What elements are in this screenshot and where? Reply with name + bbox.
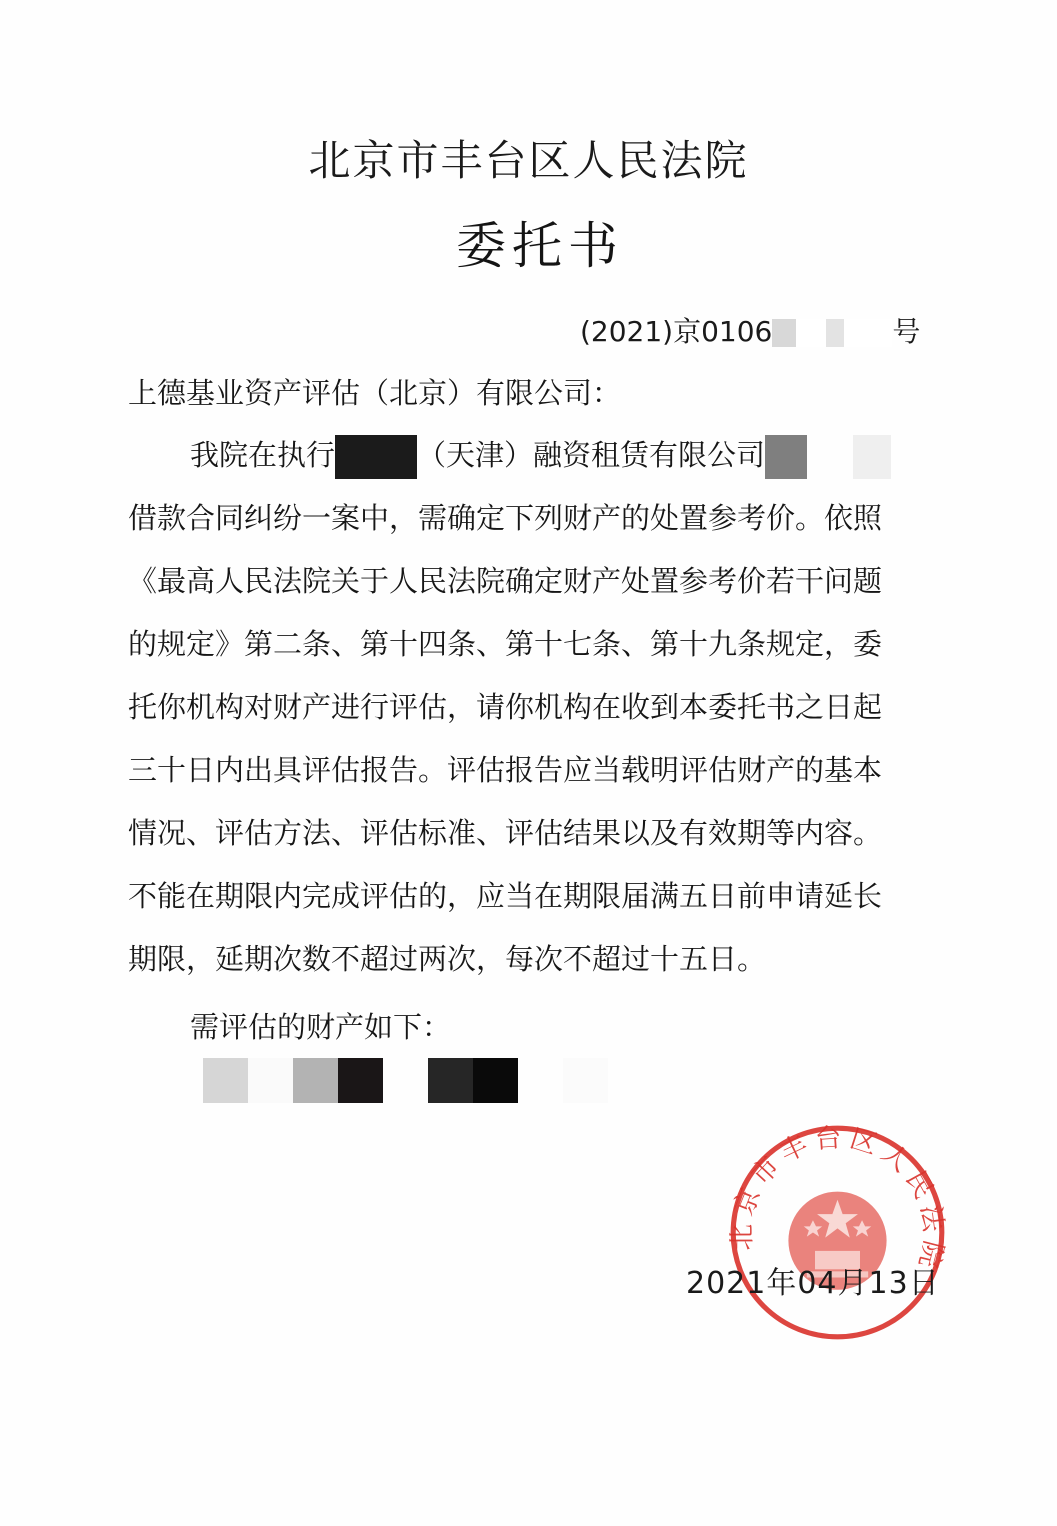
redaction-block bbox=[853, 435, 891, 479]
body-line: 不能在期限内完成评估的，应当在期限届满五日前申请延长 bbox=[128, 879, 883, 913]
property-redaction-row bbox=[203, 1058, 623, 1103]
body-line: 三十日内出具评估报告。评估报告应当载明评估财产的基本 bbox=[128, 753, 883, 787]
property-heading: 需评估的财产如下： bbox=[190, 1010, 452, 1044]
redaction-block bbox=[335, 435, 417, 479]
court-name: 北京市丰台区人民法院 bbox=[308, 136, 749, 185]
body-paragraph bbox=[128, 424, 928, 991]
body-line: 的规定》第二条、第十四条、第十七条、第十九条规定，委 bbox=[128, 627, 883, 661]
redaction-block bbox=[293, 1058, 338, 1103]
case-number-prefix: (2021)京0106 bbox=[580, 315, 773, 348]
seal-text: 北京市丰台区人民法院 bbox=[726, 1122, 950, 1277]
body-line: 托你机构对财产进行评估，请你机构在收到本委托书之日起 bbox=[128, 690, 883, 724]
redaction-block bbox=[248, 1058, 293, 1103]
body-line: 《最高人民法院关于人民法院确定财产处置参考价若干问题 bbox=[128, 564, 883, 598]
redaction-block bbox=[473, 1058, 518, 1103]
body-line: 期限，延期次数不超过两次，每次不超过十五日。 bbox=[128, 942, 767, 976]
court-seal-icon bbox=[725, 1120, 950, 1345]
body-line-1 bbox=[128, 424, 928, 487]
document-title: 委托书 bbox=[456, 217, 624, 275]
case-number-redaction bbox=[772, 319, 892, 347]
issue-date: 2021年04月13日 bbox=[686, 1266, 940, 1301]
case-number-suffix: 号 bbox=[892, 315, 921, 348]
redaction-block bbox=[203, 1058, 248, 1103]
body-line-1-middle: （天津）融资租赁有限公司 bbox=[417, 438, 766, 472]
body-line-1-start: 我院在执行 bbox=[190, 438, 336, 472]
redaction-block bbox=[338, 1058, 383, 1103]
body-line: 借款合同纠纷一案中，需确定下列财产的处置参考价。依照 bbox=[128, 501, 883, 535]
redaction-block bbox=[765, 435, 807, 479]
addressee: 上德基业资产评估（北京）有限公司： bbox=[128, 376, 622, 410]
case-number bbox=[580, 310, 920, 350]
body-line: 情况、评估方法、评估标准、评估结果以及有效期等内容。 bbox=[128, 816, 883, 850]
redaction-block bbox=[563, 1058, 608, 1103]
redaction-block bbox=[428, 1058, 473, 1103]
